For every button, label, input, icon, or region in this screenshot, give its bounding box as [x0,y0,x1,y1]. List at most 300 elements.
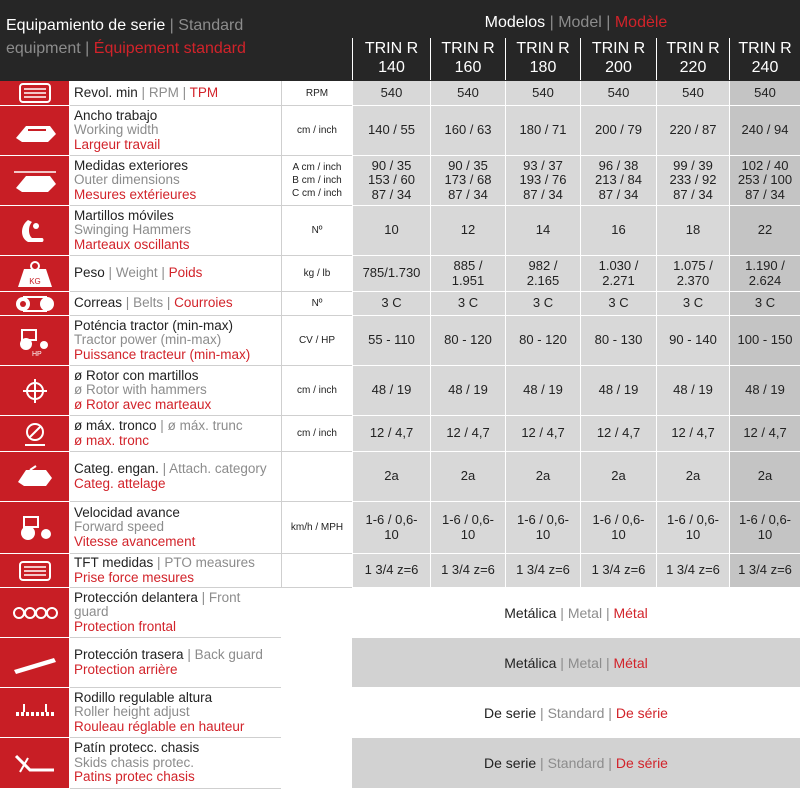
value-cell [352,81,430,106]
label-fr: Prise force mesures [74,569,195,585]
equip-fr: Équipement standard [93,40,246,57]
unit-line: CV / HP [298,335,336,346]
value-cell [729,316,800,366]
separator: | [161,265,165,281]
value-line: 102 / 40 [741,157,789,173]
value-line: 10 [611,526,626,542]
label-fr: Marteaux oscillants [74,236,190,252]
value-cell [430,206,505,256]
value-line: 12 / 4,7 [521,425,565,441]
swinging-hammer-icon [0,206,69,256]
value-cell [352,256,430,292]
value-line: 90 / 35 [448,157,488,173]
model-header-line: 200 [605,59,632,76]
model-header [505,38,580,80]
models-heading [352,14,800,32]
value-cell [352,106,430,156]
separator: | [540,755,544,771]
value-cell [505,366,580,416]
span-value [352,588,800,638]
row-label [70,638,281,688]
value-line: 2.165 [526,272,560,288]
value-line: 96 / 38 [598,157,639,173]
span-fr: De série [615,704,668,721]
value-line: 48 / 19 [745,382,785,398]
value-line: 10 [535,526,551,542]
value-line: 80 - 120 [444,332,492,348]
value-line: 180 / 71 [519,122,567,138]
value-line: 2.370 [676,272,710,288]
row-label [70,316,281,366]
value-cell [430,156,505,206]
value-line: 2a [611,468,626,484]
row-label [70,554,281,588]
separator: | [160,418,164,433]
value-cell [430,502,505,554]
value-cell [430,554,505,588]
value-line: 1-6 / 0,6- [365,512,418,527]
label-en: Attach. category [169,461,267,476]
model-header-line: 220 [679,59,707,76]
label-en: PTO measures [164,555,255,570]
unit-line: Nº [311,298,323,309]
model-header [729,38,800,80]
unit-cell [281,106,352,156]
value-line: 87 / 34 [523,186,563,202]
label-en: RPM [148,84,179,100]
label-en: Front guard [74,589,241,620]
value-cell [352,366,430,416]
model-header-line: TRIN R [516,40,570,57]
tachometer-gauge-icon [0,81,69,106]
value-cell [352,156,430,206]
value-line: 48 / 19 [371,382,412,398]
separator: | [608,755,612,771]
value-cell [580,106,656,156]
value-line: 48 / 19 [598,382,639,398]
value-line: 90 / 35 [371,157,412,173]
label-fr: Protection arrière [74,661,178,677]
label-es: Protección trasera [74,647,184,662]
model-header-line: TRIN R [364,40,419,57]
value-line: 1 3/4 z=6 [441,562,495,578]
label-es: Velocidad avance [74,504,180,520]
row-label [70,738,281,789]
value-line: 253 / 100 [737,172,793,188]
pto-shaft-icon [0,554,69,588]
value-line: 540 [532,84,554,100]
span-en: Standard [547,755,605,771]
value-line: 540 [754,84,776,100]
value-line: 1.030 / [598,258,639,273]
unit-cell [281,366,352,416]
value-line: 55 - 110 [368,332,415,348]
label-es: Martillos móviles [74,207,174,223]
value-cell [505,206,580,256]
value-line: 12 [460,222,476,238]
label-en: Tractor power (min-max) [74,332,222,348]
separator: | [549,14,554,31]
value-cell [580,81,656,106]
value-cell [580,554,656,588]
value-line: 10 [685,526,701,542]
unit-cell [281,416,352,452]
separator: | [605,604,610,621]
span-value [352,738,800,789]
row-label [70,688,281,738]
value-line: 1.190 / [745,258,785,273]
value-line: 3 C [754,295,776,311]
value-cell [729,206,800,256]
hitch-category-icon [0,452,69,502]
value-cell [656,206,729,256]
value-cell [430,316,505,366]
separator: | [606,14,611,31]
unit-line: cm / inch [296,428,337,439]
value-line: 10 [757,526,773,542]
value-cell [656,366,729,416]
value-cell [656,81,729,106]
trunk-diameter-icon [0,416,69,452]
separator: | [157,555,161,570]
value-line: 1-6 / 0,6- [516,512,570,527]
value-line: 87 / 34 [745,186,785,202]
value-cell [430,366,505,416]
value-line: 540 [682,84,704,100]
value-line: 885 / [453,258,483,273]
value-line: 240 / 94 [741,122,789,138]
unit-cell [281,292,352,316]
value-cell [580,416,656,452]
value-cell [656,316,729,366]
value-line: 80 - 130 [594,332,643,348]
span-es: Metálica [504,604,557,621]
row-label [70,106,281,156]
value-cell [430,292,505,316]
label-en: Working width [74,122,159,138]
separator: | [85,40,90,57]
row-label [70,416,281,452]
value-cell [505,106,580,156]
separator: | [540,704,544,721]
label-fr: Mesures extérieures [74,186,197,202]
value-cell [656,452,729,502]
mulcher-width-icon [0,106,69,156]
span-es: Metálica [504,654,557,671]
separator: | [187,647,191,662]
unit-line: cm / inch [296,125,337,136]
span-en: Metal [567,604,603,621]
value-line: 10 [384,526,399,542]
unit-cell [281,206,352,256]
value-cell [430,452,505,502]
row-label [70,366,281,416]
value-line: 12 / 4,7 [446,425,490,441]
equip-en: Standard [178,17,244,34]
value-cell [430,416,505,452]
value-line: 2a [460,468,476,484]
value-cell [505,316,580,366]
label-es: ø Rotor con martillos [74,367,199,383]
models-es: Modelos [484,14,546,31]
label-fr: ø Rotor avec marteaux [74,396,212,412]
label-en: Weight [115,265,158,281]
value-cell [352,502,430,554]
value-cell [656,256,729,292]
model-header-line: TRIN R [738,40,792,57]
value-cell [352,316,430,366]
separator: | [182,84,187,100]
models-en: Model [558,14,602,31]
value-line: 93 / 37 [523,157,563,173]
value-line: 1-6 / 0,6- [592,512,645,527]
value-cell [656,292,729,316]
label-en: Forward speed [74,519,165,535]
value-cell [580,206,656,256]
value-line: 48 / 19 [673,382,713,398]
label-es: Rodillo regulable altura [74,689,213,705]
value-line: 14 [535,222,551,238]
value-cell [729,81,800,106]
separator: | [162,461,167,476]
span-fr: Métal [613,654,648,671]
unit-cell [281,316,352,366]
value-line: 1 3/4 z=6 [516,562,570,578]
separator: | [169,17,174,34]
unit-line: Nº [311,225,323,236]
value-line: 2.271 [602,272,635,288]
value-line: 48 / 19 [448,382,488,398]
model-header [430,38,505,80]
value-cell [352,416,430,452]
label-en: Swinging Hammers [74,222,192,238]
value-line: 1.075 / [673,258,713,273]
value-line: 80 - 120 [519,332,567,348]
value-cell [430,81,505,106]
unit-cell [281,502,352,554]
value-cell [505,452,580,502]
unit-cell [281,554,352,588]
value-cell [656,416,729,452]
separator: | [608,704,612,721]
value-line: 90 - 140 [669,332,717,348]
value-line: 140 / 55 [368,122,415,138]
value-cell [656,156,729,206]
model-header-line: 160 [454,59,482,76]
model-header-line: 140 [378,59,405,76]
value-line: 785/1.730 [362,265,421,281]
row-label [70,156,281,206]
equip-en-2: equipment [6,40,81,57]
value-line: 3 C [608,295,629,311]
value-cell [352,206,430,256]
value-line: 87 / 34 [598,186,639,202]
model-header-line: 240 [751,59,779,76]
value-cell [352,554,430,588]
span-value [352,688,800,738]
value-line: 16 [611,222,626,238]
label-es: Medidas exteriores [74,157,189,173]
value-line: 3 C [381,295,402,311]
equipment-heading [6,14,296,60]
value-line: 1 3/4 z=6 [738,562,792,578]
unit-line: RPM [305,87,329,99]
value-cell [505,81,580,106]
value-cell [729,452,800,502]
label-fr: Largeur travail [74,136,161,152]
value-line: 1 3/4 z=6 [364,562,419,578]
label-es: Correas [74,295,123,311]
label-es: Ancho trabajo [74,107,158,123]
value-line: 540 [457,84,479,100]
value-cell [580,452,656,502]
value-cell [505,416,580,452]
tractor-hp-icon [0,316,69,366]
label-en: Belts [133,295,164,311]
span-en: Metal [567,654,603,671]
row-label [70,292,281,316]
front-guard-chain-icon [0,588,69,638]
value-line: 1 3/4 z=6 [591,562,646,578]
value-line: 87 / 34 [371,186,412,202]
value-cell [580,502,656,554]
unit-cell [281,256,352,292]
value-cell [729,106,800,156]
label-fr: Puissance tracteur (min-max) [74,346,251,362]
value-line: 2a [757,468,773,484]
model-header-line: TRIN R [591,40,646,57]
value-cell [729,502,800,554]
model-header [352,38,430,80]
span-fr: De série [615,755,668,771]
value-line: 2a [535,468,551,484]
value-line: 10 [460,526,476,542]
value-cell [729,366,800,416]
value-line: 1-6 / 0,6- [738,512,792,527]
unit-line: B cm / inch [292,175,342,186]
value-line: 160 / 63 [444,122,492,138]
separator: | [108,265,113,281]
value-cell [729,292,800,316]
value-line: 2a [384,468,399,484]
value-cell [505,292,580,316]
model-header-line: 180 [529,59,557,76]
value-line: 99 / 39 [673,157,713,173]
value-line: 87 / 34 [673,186,713,202]
equip-es: Equipamiento de serie [6,17,166,34]
value-line: 173 / 68 [444,172,492,188]
label-es: TFT medidas [74,555,154,570]
separator: | [605,654,610,671]
value-line: 1 3/4 z=6 [666,562,720,578]
label-fr: Courroies [174,295,233,311]
models-fr: Modèle [614,14,668,31]
value-line: 12 / 4,7 [743,425,787,441]
separator: | [201,589,206,605]
unit-cell [281,81,352,106]
unit-cell [281,156,352,206]
back-guard-plate-icon [0,638,69,688]
value-cell [580,316,656,366]
value-line: 3 C [457,295,479,311]
roller-adjust-icon [0,688,69,738]
label-en: Back guard [194,647,263,662]
model-header [580,38,656,80]
row-label [70,256,281,292]
value-cell [352,452,430,502]
unit-line: cm / inch [296,385,337,396]
label-en: Outer dimensions [74,172,180,188]
value-cell [580,292,656,316]
label-es: Patín protecc. chasis [74,740,200,756]
label-fr: ø max. tronc [74,432,150,448]
value-line: 18 [685,222,701,238]
value-line: 10 [384,222,399,238]
value-line: 540 [607,84,630,100]
svg-text:KG: KG [28,276,41,286]
row-label [70,206,281,256]
value-cell [352,292,430,316]
value-cell [580,156,656,206]
value-line: 22 [757,222,773,238]
separator: | [560,654,564,671]
label-en: ø Rotor with hammers [74,382,207,398]
label-es: Categ. engan. [74,461,159,476]
span-es: De serie [484,704,537,721]
row-label [70,588,281,638]
value-line: 12 / 4,7 [671,425,715,441]
label-es: ø máx. tronco [74,418,157,433]
mulcher-dimensions-icon [0,156,69,206]
value-cell [505,256,580,292]
label-es: Poténcia tractor (min-max) [74,317,234,333]
label-fr: TPM [189,84,219,100]
value-cell [729,416,800,452]
value-line: 220 / 87 [669,122,717,138]
span-value [352,638,800,688]
value-line: 100 - 150 [737,332,793,348]
value-line: 87 / 34 [448,186,488,202]
value-cell [505,554,580,588]
label-fr: Vitesse avancement [74,533,196,549]
value-line: 200 / 79 [595,122,642,138]
unit-cell [281,452,352,502]
span-fr: Métal [613,604,648,621]
span-en: Standard [547,704,605,721]
tractor-speed-icon [0,502,69,554]
weight-kg-icon [0,256,69,292]
value-cell [430,256,505,292]
value-line: 233 / 92 [669,172,717,188]
unit-line: C cm / inch [291,188,342,199]
label-es: Peso [74,265,105,281]
model-header-line: TRIN R [666,40,720,57]
value-cell [729,256,800,292]
row-label [70,452,281,502]
value-line: 1.951 [451,272,485,288]
label-en: Roller height adjust [74,704,190,720]
value-line: 1-6 / 0,6- [441,512,495,527]
value-line: 193 / 76 [519,172,567,188]
value-cell [580,256,656,292]
value-cell [430,106,505,156]
label-es: Protección delantera [74,589,198,605]
value-cell [505,156,580,206]
separator: | [125,295,130,311]
value-line: 213 / 84 [595,172,642,188]
value-cell [656,502,729,554]
separator: | [166,295,171,311]
